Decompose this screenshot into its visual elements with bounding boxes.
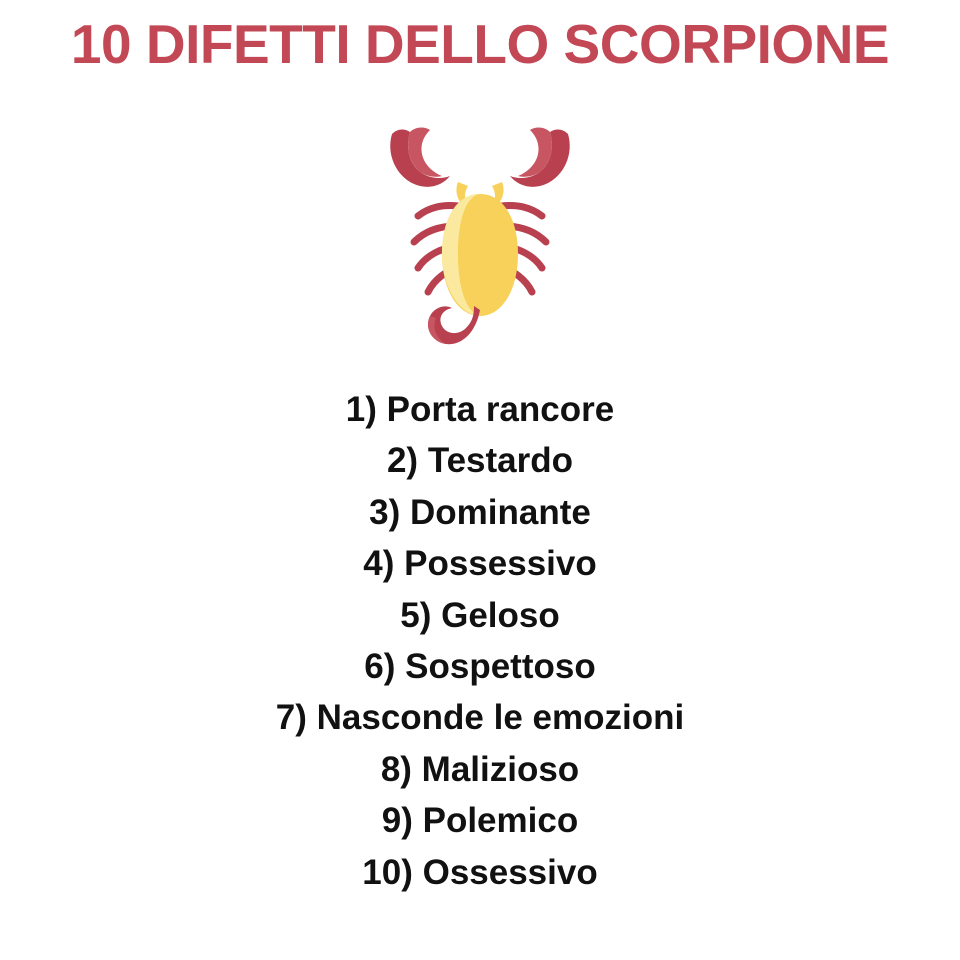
list-item: 5) Geloso — [400, 595, 560, 635]
list-item: 1) Porta rancore — [345, 389, 615, 429]
scorpion-icon — [380, 120, 580, 370]
list-item: 10) Ossessivo — [362, 852, 598, 892]
list-item: 7) Nasconde le emozioni — [275, 698, 685, 738]
list-item: 8) Malizioso — [380, 749, 580, 789]
list-item: 4) Possessivo — [363, 544, 597, 584]
list-item: 3) Dominante — [369, 492, 591, 532]
page-title: 10 DIFETTI DELLO SCORPIONE — [70, 13, 890, 75]
list-item: 6) Sospettoso — [364, 646, 596, 686]
list-item: 9) Polemico — [381, 801, 579, 841]
defects-list — [0, 384, 960, 898]
list-item: 2) Testardo — [386, 441, 574, 481]
